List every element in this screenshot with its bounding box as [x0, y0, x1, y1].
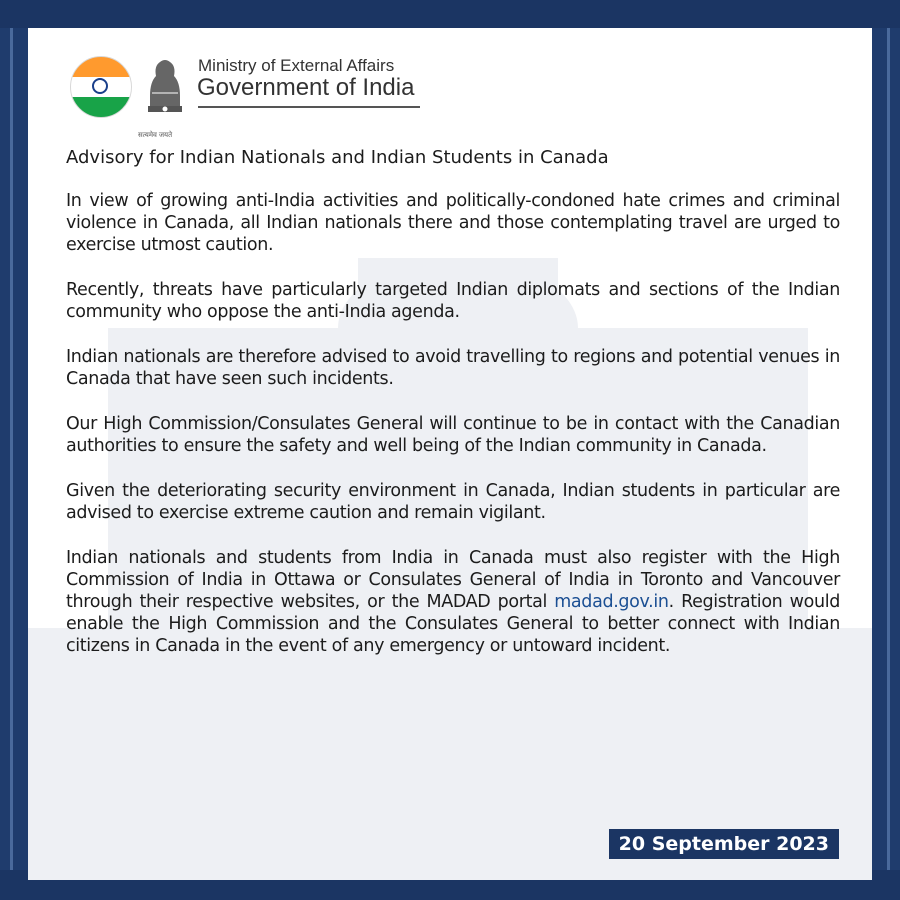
india-flag-icon: [70, 56, 132, 118]
advisory-paragraph: Given the deteriorating security environment in Canada, Indian students in particular are advised to exercise extreme caution and remain vigilant.: [66, 481, 840, 523]
advisory-card: [28, 28, 872, 880]
government-name: Government of India: [197, 74, 415, 101]
advisory-paragraph: In view of growing anti-India activities and politically-condoned hate crimes and criminal violence in Canada, all Indian nationals there and those contemplating travel are urged to exercise utmost caution.: [66, 191, 840, 255]
registration-paragraph: [66, 547, 840, 657]
advisory-paragraph: Indian nationals are therefore advised to avoid travelling to regions and potential venues in Canada that have seen such incidents.: [66, 347, 840, 389]
left-border-line: [10, 28, 13, 870]
date-badge: [609, 829, 839, 859]
national-emblem-icon: [142, 52, 188, 124]
logo-underline: [198, 106, 420, 108]
ministry-name: Ministry of External Affairs: [198, 56, 395, 75]
ministry-logo: [68, 52, 428, 139]
emblem-motto: सत्यमेव जयते: [138, 132, 173, 139]
advisory-title: Advisory for Indian Nationals and Indian Students in Canada: [66, 147, 609, 168]
registration-text-end: . Registration would enable the High Commission and the Consulates General to better connect with Indian citizens in Canada in the event of any emergency or untoward incident.: [66, 592, 840, 656]
top-border: [0, 0, 900, 28]
advisory-paragraph: Our High Commission/Consulates General will continue to be in contact with the Canadian authorities to ensure the safety and well being of the Indian community in Canada.: [66, 414, 840, 456]
advisory-date: 20 September 2023: [618, 833, 829, 855]
madad-portal-link[interactable]: madad.gov.in: [554, 592, 669, 612]
advisory-paragraph: Recently, threats have particularly targeted Indian diplomats and sections of the Indian community who oppose the anti-India agenda.: [66, 280, 840, 322]
right-border-line: [887, 28, 890, 870]
ashoka-chakra-icon: [92, 78, 108, 94]
advisory-content: [66, 146, 840, 680]
registration-text-start: Indian nationals and students from India in Canada must also register with the High Commission of India in Ottawa or Consulates General of India in Toronto and Vancouver through their respective websites, or the MADAD portal: [66, 548, 840, 612]
